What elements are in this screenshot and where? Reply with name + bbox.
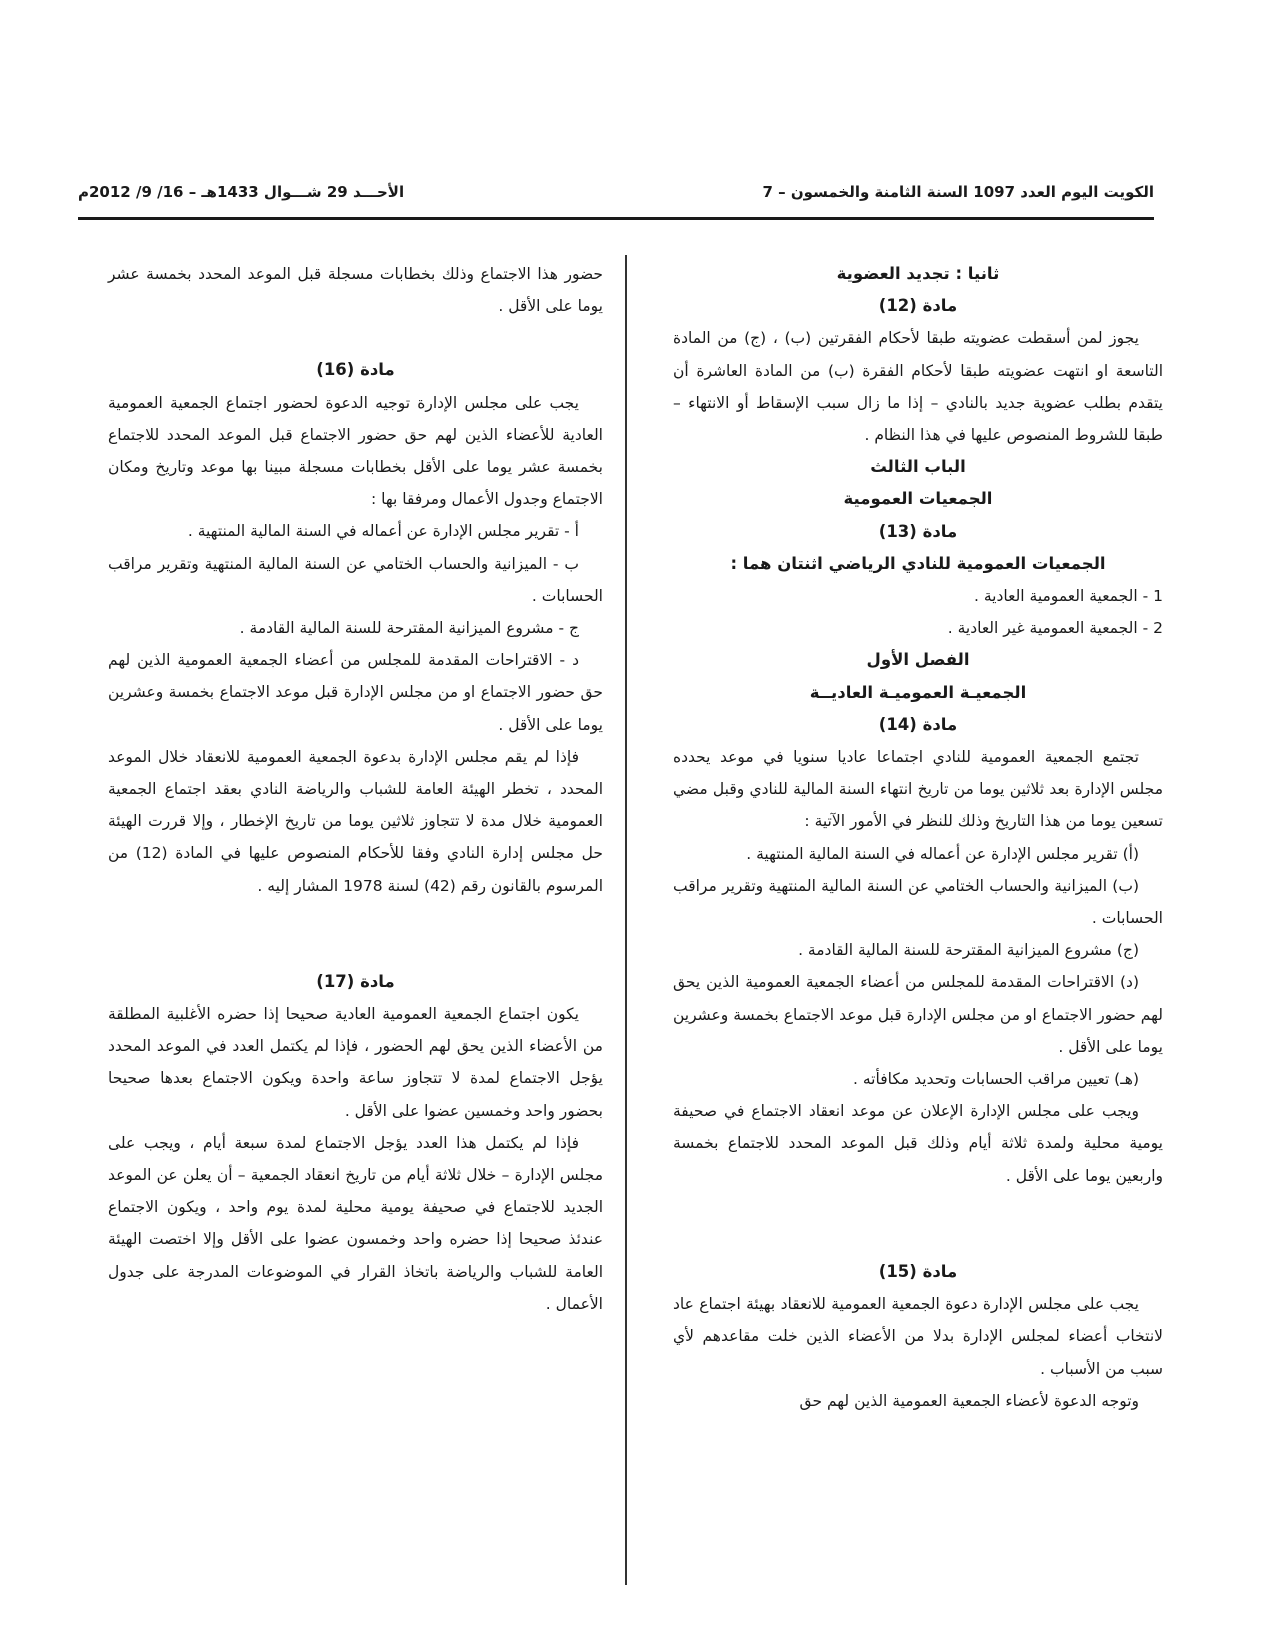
column-divider [625, 255, 627, 1585]
paragraph: يجب على مجلس الإدارة توجيه الدعوة لحضور اجتماع الجمعية العمومية العادية للأعضاء الذين لهم حق حضور الاجتماع قبل الموعد المحدد للاجتماع بخمسة عشر يوما على الأقل بخطابات مسجلة مبينا بها موعد وتاريخ ومكان الاجتماع وجدول الأعمال ومرفقا بها : [108, 393, 603, 509]
paragraph: ج - مشروع الميزانية المقترحة للسنة المالية القادمة . [239, 619, 579, 638]
paragraph: (ب) الميزانية والحساب الختامي عن السنة المالية المنتهية وتقرير مراقب الحسابات . [673, 876, 1163, 928]
paragraph: (د) الاقتراحات المقدمة للمجلس من أعضاء الجمعية العمومية الذين يحق لهم حضور الاجتماع او من مجلس الإدارة قبل موعد الاجتماع بخمسة وعشرين يوما على الأقل . [673, 973, 1163, 1056]
right-column [673, 258, 1163, 1417]
section-heading: الجمعيات العمومية [843, 489, 993, 509]
section-heading: الباب الثالث [870, 457, 966, 477]
section-heading: مادة (13) [878, 521, 958, 541]
section-heading: مادة (15) [878, 1261, 958, 1281]
paragraph: حضور هذا الاجتماع وذلك بخطابات مسجلة قبل الموعد المحدد بخمسة عشر يوما على الأقل . [108, 265, 603, 316]
paragraph: 1 - الجمعية العمومية العادية . [973, 587, 1163, 606]
spacer [108, 322, 603, 354]
paragraph: وتوجه الدعوة لأعضاء الجمعية العمومية الذين لهم حق [799, 1391, 1139, 1410]
header-issue-info: الكويت اليوم العدد 1097 السنة الثامنة والخمسون – 7 [762, 183, 1154, 201]
paragraph: أ - تقرير مجلس الإدارة عن أعماله في السنة المالية المنتهية . [187, 522, 579, 541]
section-heading: مادة (17) [316, 971, 395, 991]
paragraph: (أ) تقرير مجلس الإدارة عن أعماله في السنة المالية المنتهية . [746, 844, 1139, 863]
header-date: الأحـــد 29 شـــوال 1433هـ – 16/ 9/ 2012م [78, 183, 405, 201]
paragraph: فإذا لم يكتمل هذا العدد يؤجل الاجتماع لمدة سبعة أيام ، ويجب على مجلس الإدارة – خلال ثلاثة أيام من تاريخ انعقاد الجمعية – أن يعلن عن الموعد الجديد للاجتماع في صحيفة يومية محلية لمدة يوم واحد ، ويكون الاجتماع عندئذ صحيحا إذا حضره واحد وخمسون عضوا على الأقل وإلا اختصت الهيئة العامة للشباب والرياضة باتخاذ القرار في الموضوعات المدرجة على جدول الأعمال . [108, 1133, 603, 1313]
section-heading: ثانيا : تجديد العضوية [836, 264, 1000, 283]
paragraph: تجتمع الجمعية العمومية للنادي اجتماعا عاديا سنويا في موعد يحدده مجلس الإدارة بعد ثلاثين يوما من تاريخ انتهاء السنة المالية للنادي وقبل مضي تسعين يوما من هذا التاريخ وذلك للنظر في الأمور الآتية : [673, 748, 1163, 831]
paragraph: د - الاقتراحات المقدمة للمجلس من أعضاء الجمعية العمومية الذين لهم حق حضور الاجتماع او من مجلس الإدارة قبل موعد الاجتماع بخمسة وعشرين يوما على الأقل . [108, 651, 603, 734]
section-heading: الجمعيـة العموميـة العاديــة [809, 682, 1027, 702]
page-header [78, 183, 1154, 213]
section-heading: الجمعيات العمومية للنادي الرياضي اثنتان هما : [730, 553, 1106, 573]
paragraph: يجب على مجلس الإدارة دعوة الجمعية العمومية للانعقاد بهيئة اجتماع عاد لانتخاب أعضاء لمجلس الإدارة بدلا من الأعضاء الذين خلت مقاعدهم لأي سبب من الأسباب . [673, 1295, 1163, 1378]
paragraph: يجوز لمن أسقطت عضويته طبقا لأحكام الفقرتين (ب) ، (ج) من المادة التاسعة او انتهت عضويته طبقا لأحكام الفقرة (ب) من المادة العاشرة أن يتقدم بطلب عضوية جديد بالنادي – إذا ما زال سبب الإسقاط أو الانتهاء – طبقا للشروط المنصوص عليها في هذا النظام . [673, 329, 1163, 445]
paragraph: ب - الميزانية والحساب الختامي عن السنة المالية المنتهية وتقرير مراقب الحسابات . [108, 554, 603, 605]
section-heading: الفصل الأول [866, 650, 970, 670]
left-column [108, 258, 603, 1320]
paragraph: (هـ) تعيين مراقب الحسابات وتحديد مكافأته . [853, 1070, 1139, 1089]
spacer [673, 1192, 1163, 1256]
section-heading: مادة (16) [316, 360, 395, 380]
paragraph: (ج) مشروع الميزانية المقترحة للسنة المالية القادمة . [798, 941, 1139, 960]
paragraph: فإذا لم يقم مجلس الإدارة بدعوة الجمعية العمومية للانعقاد خلال الموعد المحدد ، تخطر الهيئة العامة للشباب والرياضة النادي بعقد اجتماع الجمعية العمومية خلال مدة لا تتجاوز ثلاثين يوما من تاريخ الإخطار ، وإلا قررت الهيئة حل مجلس إدارة النادي وفقا للأحكام المنصوص عليها في المادة (12) من المرسوم بالقانون رقم (42) لسنة 1978 المشار إليه . [108, 747, 604, 895]
paragraph: يكون اجتماع الجمعية العمومية العادية صحيحا إذا حضره الأغلبية المطلقة من الأعضاء الذين يحق لهم الحضور ، فإذا لم يكتمل العدد في الموعد المحدد يؤجل الاجتماع لمدة لا تتجاوز ساعة واحدة ويكون الاجتماع بعدها صحيحا بحضور واحد وخمسين عضوا على الأقل . [108, 1005, 603, 1120]
section-heading: مادة (12) [878, 296, 958, 316]
header-rule [78, 217, 1154, 220]
section-heading: مادة (14) [878, 714, 958, 734]
paragraph: ويجب على مجلس الإدارة الإعلان عن موعد انعقاد الاجتماع في صحيفة يومية محلية ولمدة ثلاثة أيام وذلك قبل الموعد المحدد للاجتماع بخمسة واربعين يوما على الأقل . [673, 1102, 1163, 1185]
paragraph: 2 - الجمعية العمومية غير العادية . [947, 619, 1163, 638]
spacer [108, 902, 603, 966]
